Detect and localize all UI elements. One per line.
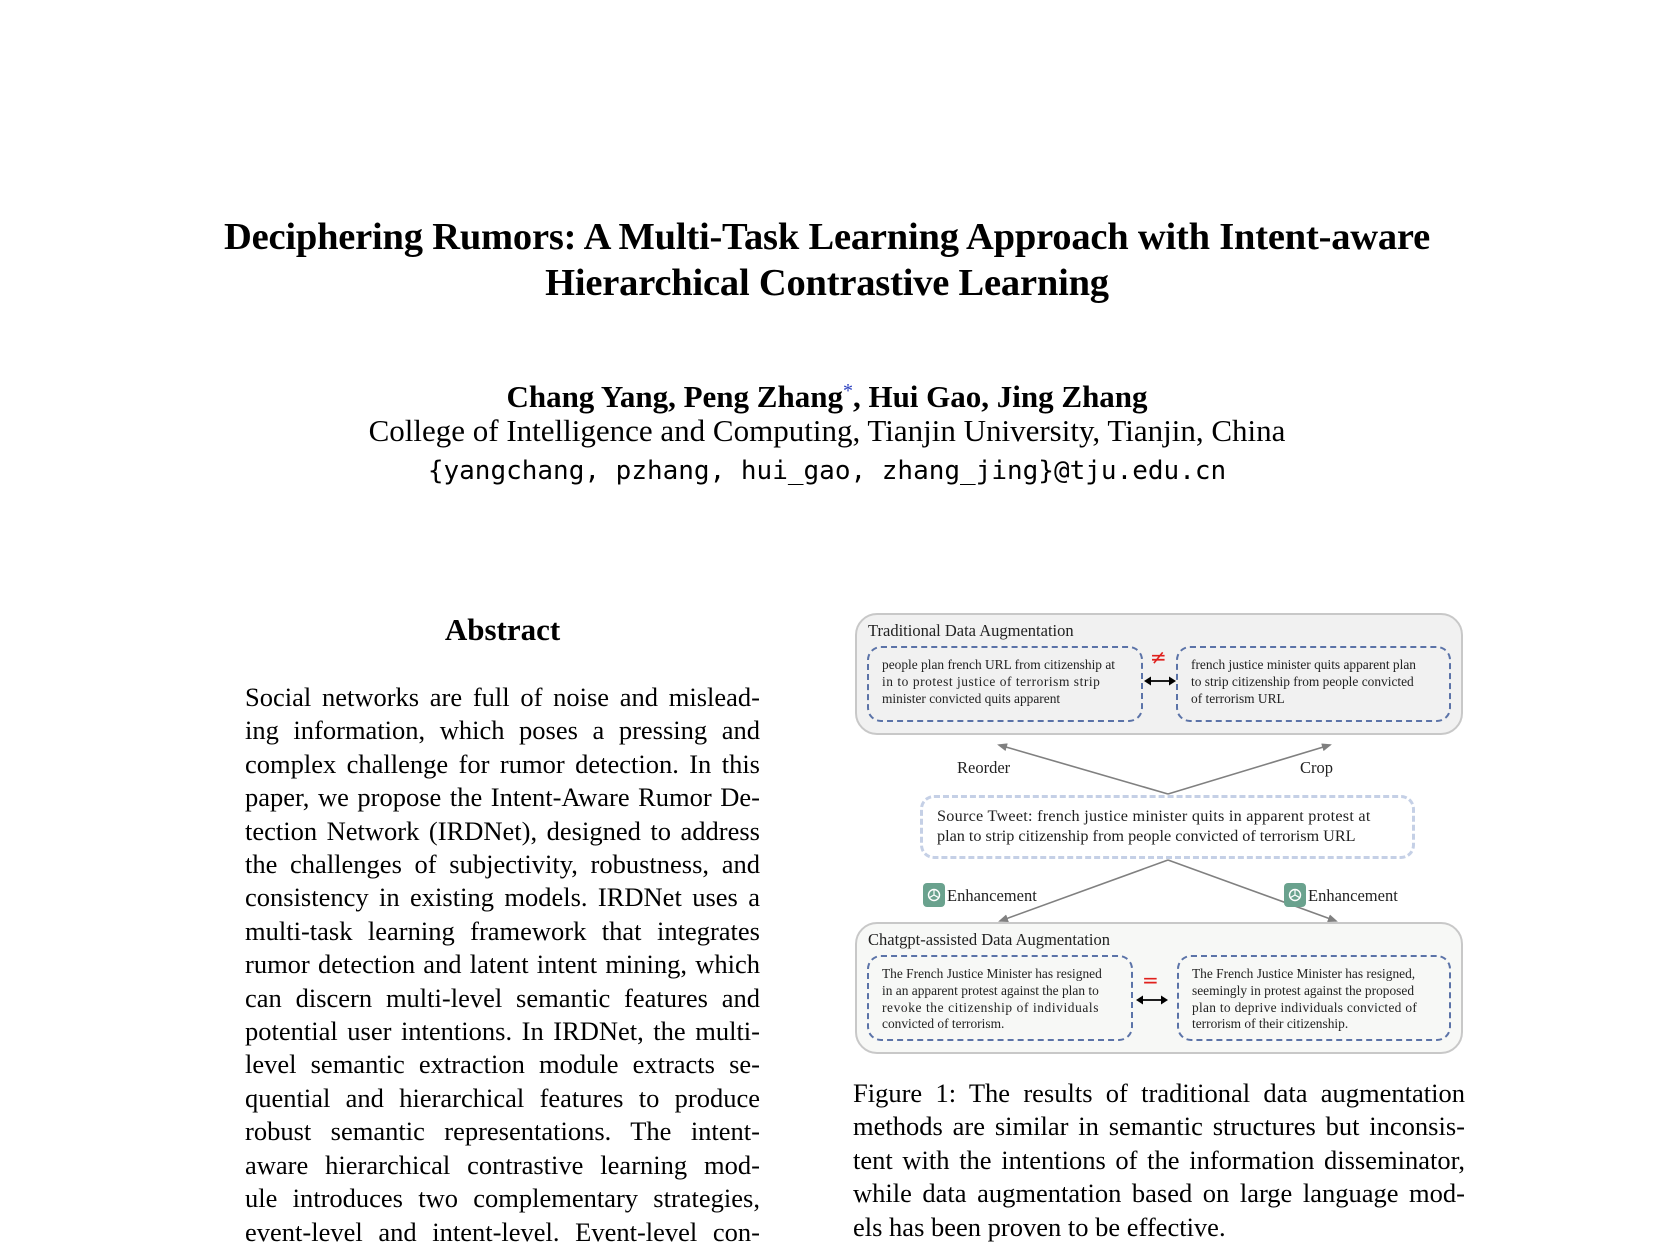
abstract-line: multi-task learning framework that integrates <box>245 915 760 946</box>
source-line: Source Tweet: french justice minister quits in apparent protest at <box>937 807 1371 825</box>
caption-line: els has been proven to be effective. <box>853 1211 1226 1242</box>
abstract-line: the challenges of subjectivity, robustness, and <box>245 849 760 880</box>
reordered-text-box <box>867 646 1143 722</box>
source-line: plan to strip citizenship from people convicted of terrorism URL <box>937 827 1356 845</box>
box-line: of terrorism URL <box>1191 690 1285 706</box>
abstract-line: rumor detection and latent intent mining, which <box>245 949 760 980</box>
caption-line: while data augmentation based on large language mod- <box>853 1178 1465 1209</box>
abstract-line: quential and hierarchical features to produce <box>245 1082 760 1113</box>
double-arrow-icon <box>1144 675 1176 687</box>
enhancement-label-right: Enhancement <box>1308 886 1398 905</box>
abstract-line: tection Network (IRDNet), designed to address <box>245 815 760 846</box>
box-line: to strip citizenship from people convicted <box>1191 673 1414 689</box>
box-line: plan to deprive individuals convicted of <box>1192 999 1418 1015</box>
authors-before-star: Chang Yang, Peng Zhang <box>506 379 843 414</box>
author-emails: {yangchang, pzhang, hui_gao, zhang_jing}@tju.edu.cn <box>427 456 1227 486</box>
abstract-line: level semantic extraction module extracts se- <box>245 1049 760 1080</box>
box-line: revoke the citizenship of individuals <box>882 999 1100 1015</box>
box-line: convicted of terrorism. <box>882 1016 1005 1032</box>
reorder-arrow <box>999 745 1168 794</box>
enhancement-label-left: Enhancement <box>947 886 1037 905</box>
cropped-text-box <box>1176 646 1451 722</box>
box-line: The French Justice Minister has resigned, <box>1192 966 1416 981</box>
abstract-line: paper, we propose the Intent-Aware Rumor De- <box>245 782 760 813</box>
crop-label: Crop <box>1300 758 1333 777</box>
box-line: in an apparent protest against the plan to <box>882 982 1099 998</box>
abstract-line: complex challenge for rumor detection. In this <box>245 748 760 779</box>
caption-line: tent with the intentions of the information disseminator, <box>853 1144 1465 1175</box>
title-line-2: Hierarchical Contrastive Learning <box>545 262 1109 304</box>
box-line: in to protest justice of terrorism strip <box>882 673 1101 689</box>
affiliation: College of Intelligence and Computing, Tianjin University, Tianjin, China <box>368 413 1286 448</box>
gpt-rewrite-box-right <box>1177 955 1451 1041</box>
abstract-line: event-level and intent-level. Event-level con- <box>245 1216 760 1247</box>
source-tweet-box <box>920 795 1415 859</box>
box-line: seemingly in protest against the proposed <box>1192 982 1415 998</box>
caption-line: methods are similar in semantic structures but inconsis- <box>853 1111 1465 1142</box>
title-line-1: Deciphering Rumors: A Multi-Task Learning Approach with Intent-aware <box>223 216 1430 258</box>
abstract-line: robust semantic representations. The intent- <box>245 1116 760 1147</box>
abstract-line: can discern multi-level semantic features and <box>245 982 760 1013</box>
panel-title: Traditional Data Augmentation <box>868 621 1074 640</box>
abstract-line: potential user intentions. In IRDNet, the multi- <box>245 1016 760 1047</box>
panel-title: Chatgpt-assisted Data Augmentation <box>868 930 1110 949</box>
abstract-heading: Abstract <box>444 612 561 647</box>
authors-after-star: , Hui Gao, Jing Zhang <box>852 379 1148 414</box>
double-arrow-icon <box>1136 994 1168 1006</box>
abstract-line: Social networks are full of noise and mislead- <box>245 682 760 712</box>
box-line: The French Justice Minister has resigned <box>882 966 1102 981</box>
abstract-line: ing information, which poses a pressing and <box>245 715 760 746</box>
corresponding-author-mark[interactable]: * <box>842 380 853 402</box>
box-line: french justice minister quits apparent plan <box>1191 657 1416 672</box>
figure-caption <box>853 1077 1465 1244</box>
gpt-rewrite-box-left <box>867 955 1133 1041</box>
box-line: terrorism of their citizenship. <box>1192 1016 1349 1032</box>
chatgpt-augmentation-panel <box>855 922 1463 1054</box>
traditional-augmentation-panel <box>855 613 1463 735</box>
box-line: minister convicted quits apparent <box>882 690 1061 706</box>
abstract-line: consistency in existing models. IRDNet uses a <box>245 882 760 913</box>
chatgpt-icon <box>1284 883 1306 907</box>
chatgpt-icon <box>923 883 945 907</box>
equal-icon: = <box>1142 968 1159 992</box>
caption-line: Figure 1: The results of traditional data augmentation <box>853 1078 1465 1108</box>
not-equal-icon: ≠ <box>1150 645 1167 669</box>
abstract-line: ule introduces two complementary strategies, <box>245 1183 760 1214</box>
box-line: people plan french URL from citizenship at <box>882 657 1116 672</box>
reorder-label: Reorder <box>957 758 1011 777</box>
abstract-line: aware hierarchical contrastive learning mod- <box>245 1149 760 1180</box>
